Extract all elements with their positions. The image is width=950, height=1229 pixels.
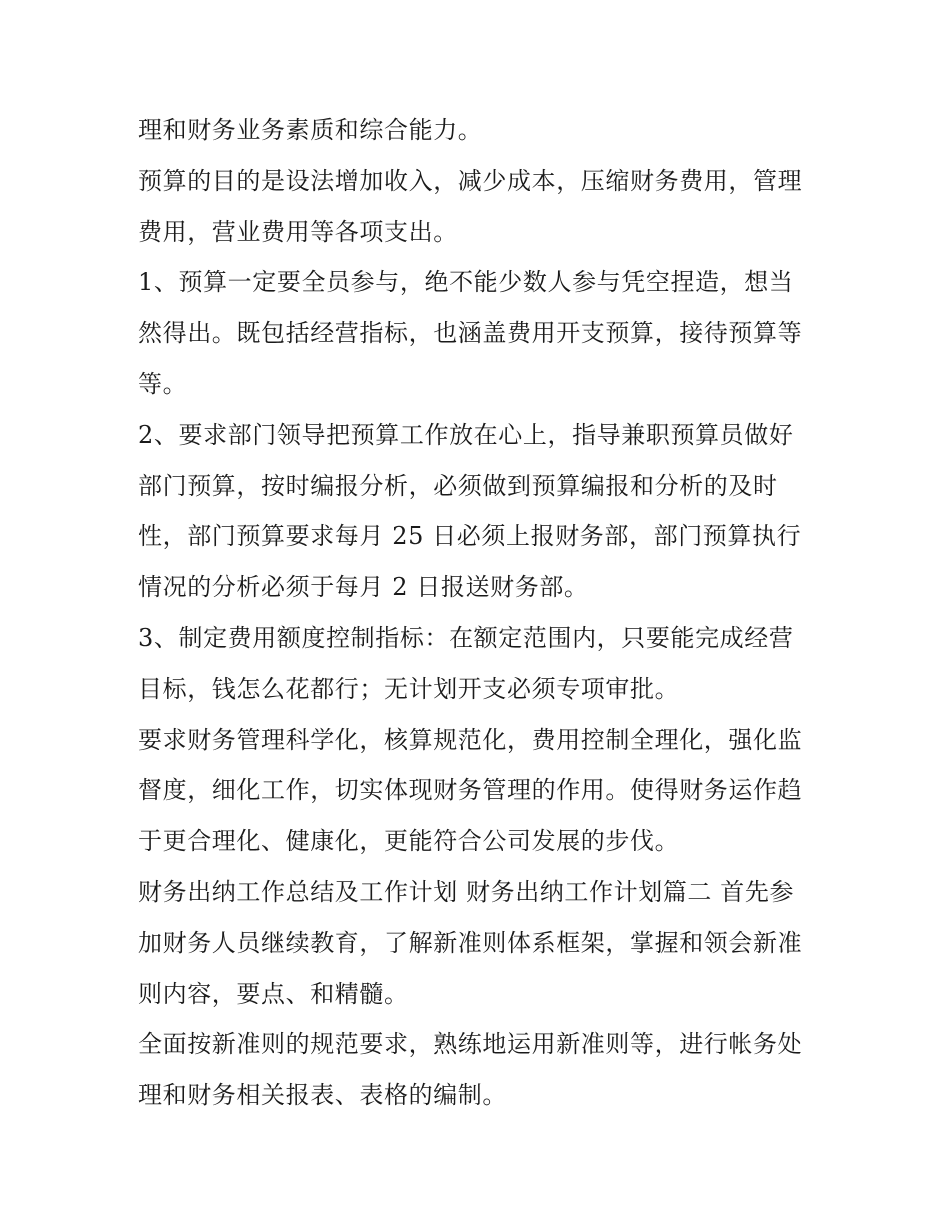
text-line: 要求财务管理科学化，核算规范化，费用控制全理化，强化监: [138, 725, 803, 754]
text-line: 2、要求部门领导把预算工作放在心上，指导兼职预算员做好: [138, 420, 794, 449]
text-line: 性，部门预算要求每月 25 日必须上报财务部，部门预算执行: [138, 522, 802, 551]
text-line: 则内容，要点、和精髓。: [138, 979, 409, 1008]
text-line: 于更合理化、健康化，更能符合公司发展的步伐。: [138, 827, 680, 856]
text-line: 费用，营业费用等各项支出。: [138, 217, 458, 246]
text-line: 督度，细化工作，切实体现财务管理的作用。使得财务运作趋: [138, 776, 803, 805]
text-line: 等。: [138, 369, 188, 398]
text-line: 财务出纳工作总结及工作计划 财务出纳工作计划篇二 首先参: [138, 877, 795, 906]
text-line: 1、预算一定要全员参与，绝不能少数人参与凭空捏造，想当: [138, 268, 794, 297]
text-line: 3、制定费用额度控制指标：在额定范围内，只要能完成经营: [138, 623, 794, 652]
text-line: 全面按新准则的规范要求，熟练地运用新准则等，进行帐务处: [138, 1030, 803, 1059]
text-line: 预算的目的是设法增加收入，减少成本，压缩财务费用，管理: [138, 166, 803, 195]
text-line: 部门预算，按时编报分析，必须做到预算编报和分析的及时: [138, 471, 778, 500]
text-line: 理和财务业务素质和综合能力。: [138, 116, 483, 144]
text-line: 加财务人员继续教育，了解新准则体系框架，掌握和领会新准: [138, 928, 803, 957]
text-line: 情况的分析必须于每月 2 日报送财务部。: [138, 573, 589, 602]
text-line: 理和财务相关报表、表格的编制。: [138, 1081, 507, 1110]
document-body: [138, 105, 818, 1121]
text-line: 目标，钱怎么花都行；无计划开支必须专项审批。: [138, 674, 680, 703]
text-line: 然得出。既包括经营指标，也涵盖费用开支预算，接待预算等: [138, 319, 803, 348]
